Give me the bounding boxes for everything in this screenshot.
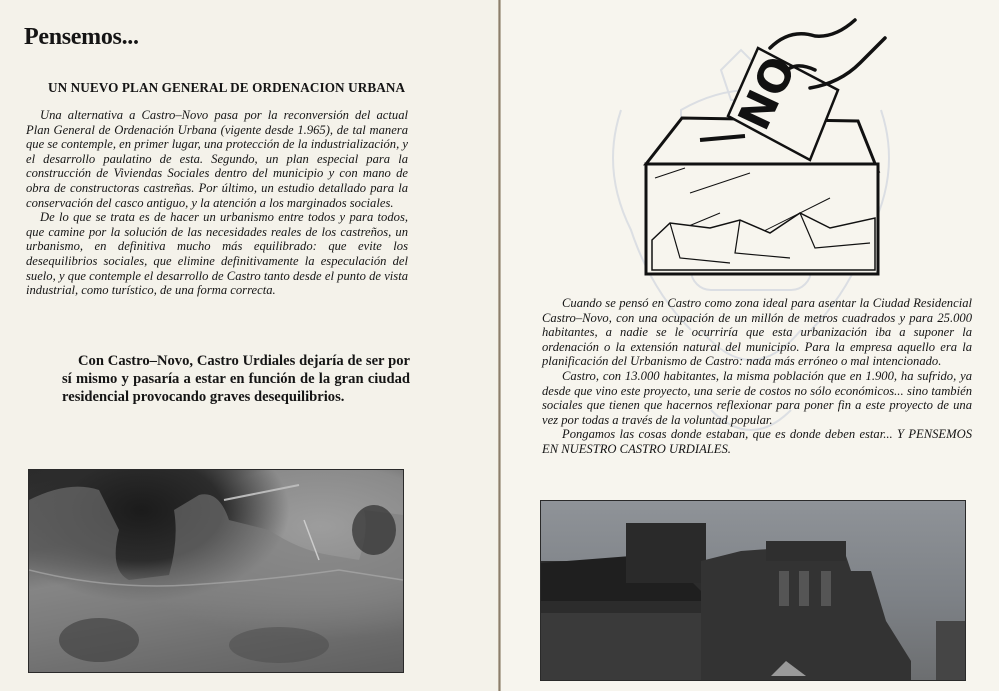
paragraph: Pongamos las cosas donde estaban, que es donde deben estar... Y PENSEMOS EN NUESTRO CASTRO URDIALES.	[542, 427, 972, 456]
ballot-box-illustration	[640, 8, 890, 278]
callout-text	[62, 352, 410, 406]
page-title: Pensemos...	[24, 24, 139, 50]
paragraph: Castro, con 13.000 habitantes, la misma población que en 1.900, ha sufrido, ya desde que vino este proyecto, una serie de costos no sólo económicos... sino también sociales que tienen que hacernos reflexionar para poner fin a este proyecto de una vez por todas a través de la voluntad popular.	[542, 368, 972, 427]
paragraph: Cuando se pensó en Castro como zona ideal para asentar la Ciudad Residencial Castro–Novo, con una ocupación de un millón de metros cuadrados y para 25.000 habitantes, a nadie se le ocurriría que esta urbanización iba a suponer la ordenación o la extensión natural del municipio. Para la empresa aquello era la planificación del Urbanismo de Castro: nada más erróneo o mal intencionado.	[542, 296, 972, 369]
callout-paragraph: Con Castro–Novo, Castro Urdiales dejaría de ser por sí mismo y pasaría a estar en función de la gran ciudad residencial provocando graves desequilibrios.	[62, 353, 410, 405]
section-heading: UN NUEVO PLAN GENERAL DE ORDENACION URBANA	[48, 80, 406, 95]
left-page	[0, 0, 499, 691]
ballot-text: NO	[728, 48, 807, 138]
right-body-text	[542, 296, 972, 457]
ballot-box-icon	[646, 118, 878, 274]
paragraph: De lo que se trata es de hacer un urbanismo entre todos y para todos, que camine por la solución de las necesidades reales de los castreños, un urbanismo, en definitiva mucho más equilibrado: que evite los desequilibrios sociales, que elimine definitivamente la especulación del suelo, y que contemple el desarrollo de Castro tanto desde el punto de vista industrial, como turístico, de una forma correcta.	[26, 210, 408, 298]
paragraph: Una alternativa a Castro–Novo pasa por la reconversión del actual Plan General de Ordenación Urbana (vigente desde 1.965), de tal manera que se contemple, en primer lugar, una protección de la industrialización, y el desarrollo paulatino de esta. Segundo, un plan especial para la construcción de Viviendas Sociales dentro del municipio y con mano de obra de constructoras castreñas. Por último, un estudio detallado para la conservación del casco antiguo, y la atención a los marginados sociales.	[26, 108, 408, 210]
cathedral-photo-detail	[541, 501, 965, 680]
aerial-photo-detail	[29, 470, 403, 672]
left-body-text	[26, 108, 408, 298]
cathedral-photo	[540, 500, 966, 681]
aerial-photo	[28, 469, 404, 673]
